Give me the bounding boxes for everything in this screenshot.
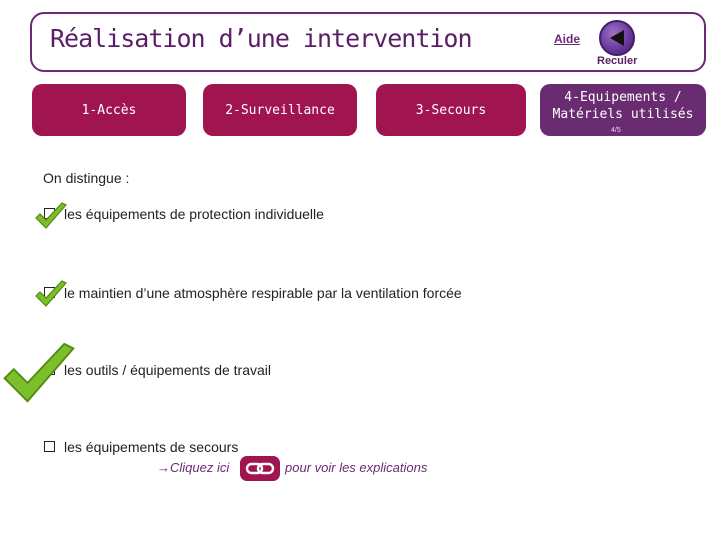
page-title: Réalisation d’une intervention	[50, 24, 472, 53]
list-item-text: les équipements de secours	[64, 439, 239, 455]
chain-link-icon	[240, 456, 280, 481]
triangle-left-icon	[601, 22, 633, 54]
tab-label: 2-Surveillance	[225, 102, 335, 118]
tab-secours[interactable]	[376, 84, 526, 136]
page-indicator: 4/5	[611, 127, 621, 134]
list-item-text: les équipements de protection individuelle	[64, 206, 324, 222]
checkbox-icon	[44, 441, 55, 452]
list-item-outils	[44, 362, 271, 378]
list-item-secours	[44, 439, 238, 455]
list-item-text: le maintien d’une atmosphère respirable par la ventilation forcée	[64, 285, 462, 301]
intro-text: On distingue :	[43, 170, 130, 186]
list-item-ventilation	[44, 285, 462, 301]
help-link[interactable]: Aide	[554, 32, 581, 46]
checkmark-icon	[34, 202, 68, 232]
tab-surveillance[interactable]	[203, 84, 357, 136]
click-prefix: Cliquez ici	[170, 460, 230, 475]
checkmark-icon	[0, 340, 78, 412]
link-button[interactable]	[240, 456, 280, 481]
list-item-protection	[44, 206, 324, 222]
checkmark-icon	[34, 280, 68, 310]
back-button[interactable]	[599, 20, 635, 56]
tab-label-line1: 4-Equipements /	[564, 90, 682, 105]
arrow-right-icon: →	[157, 460, 170, 475]
tab-acces[interactable]	[32, 84, 186, 136]
tab-equipements[interactable]	[540, 84, 706, 136]
explanation-text: pour voir les explications	[285, 460, 428, 475]
list-item-text: les outils / équipements de travail	[64, 362, 271, 378]
tab-label-line2: Matériels utilisés	[552, 107, 694, 122]
back-label: Reculer	[597, 55, 638, 67]
click-prompt	[157, 460, 229, 475]
tab-label: 3-Secours	[415, 102, 487, 118]
tab-label: 1-Accès	[81, 102, 137, 118]
